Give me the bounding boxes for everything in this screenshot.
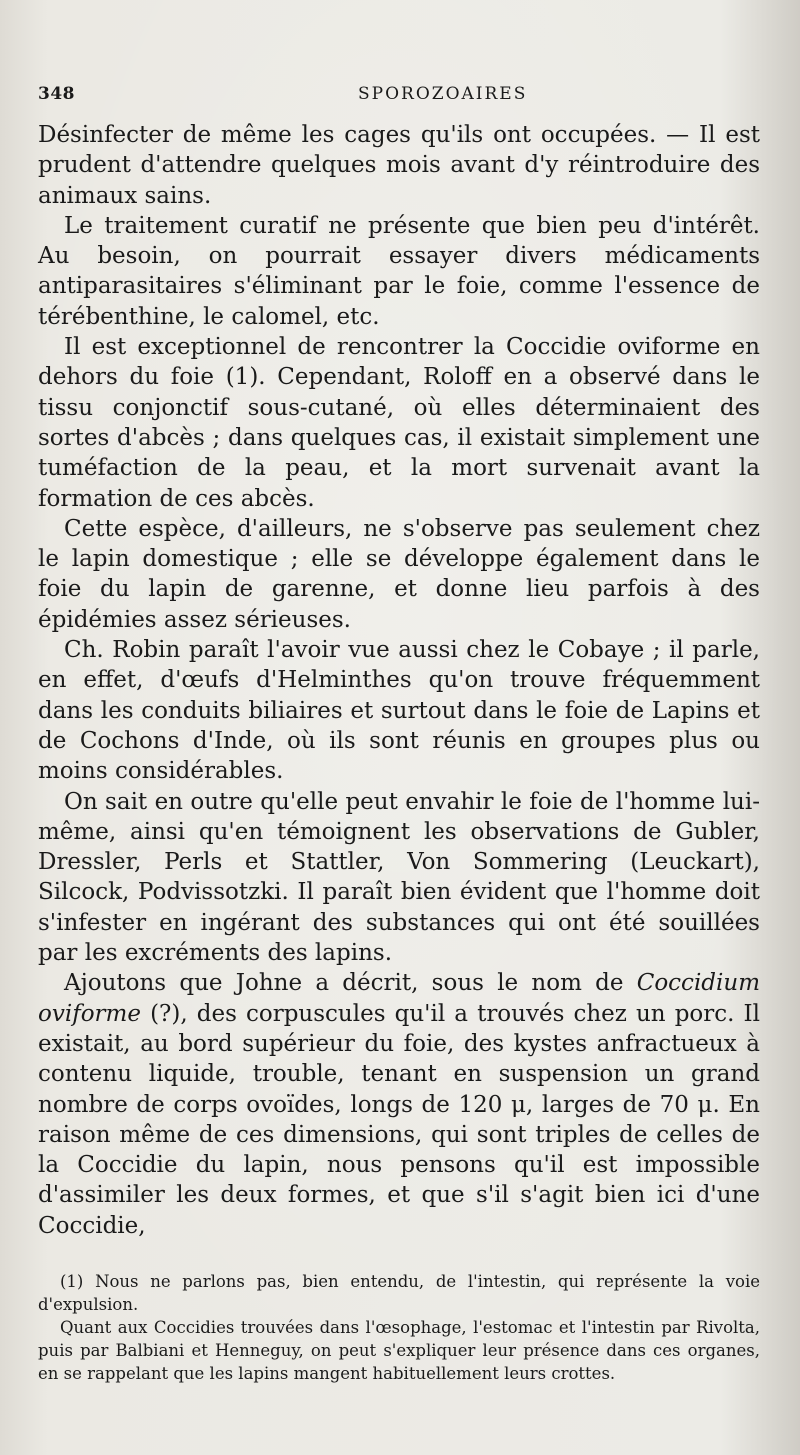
footnote: (1) Nous ne parlons pas, bien entendu, de l'intestin, qui représente la voie d'expulsion. [38, 1272, 760, 1314]
footnote: Quant aux Coccidies trouvées dans l'œsophage, l'estomac et l'intestin par Rivolta, puis par Balbiani et Henneguy, on peut s'expliquer leur présence dans ces organes, en se rappelant que les lapins mangent habituellement leurs crottes. [38, 1318, 760, 1383]
paragraph-text: (?), des corpuscules qu'il a trouvés chez un porc. Il existait, au bord supérieur du foie, des kystes anfractueux à contenu liquide, trouble, tenant en suspension un grand nombre de corps ovoïdes, longs de 120 μ, larges de 70 μ. En raison même de ces dimensions, qui sont triples de celles de la Coccidie du lapin, nous pensons qu'il est impossible d'assimiler les deux formes, et que s'il s'agit bien ici d'une Coccidie, [38, 1000, 760, 1239]
running-title: SPOROZOAIRES [358, 84, 528, 104]
footnotes [38, 1270, 760, 1385]
paragraph-text: Ajoutons que Johne a décrit, sous le nom de [64, 970, 637, 997]
species-name: Coccidium oviforme [38, 970, 760, 1027]
page-header [38, 84, 758, 108]
paragraph: Ch. Robin paraît l'avoir vue aussi chez le Cobaye ; il parle, en effet, d'œufs d'Helminthes qu'on trouve fréquemment dans les conduits biliaires et surtout dans le foie de Lapins et de Cochons d'Inde, où ils sont réunis en groupes plus ou moins considérables. [38, 637, 760, 785]
page-number: 348 [38, 84, 75, 104]
body-text [38, 120, 760, 1241]
paragraph-last [38, 968, 760, 1241]
paragraph: Cette espèce, d'ailleurs, ne s'observe pas seulement chez le lapin domestique ; elle se développe également dans le foie du lapin de garenne, et donne lieu parfois à des épidémies assez sérieuses. [38, 515, 760, 633]
paragraph: Le traitement curatif ne présente que bien peu d'intérêt. Au besoin, on pourrait essayer divers médicaments antiparasitaires s'éliminant par le foie, comme l'essence de térébenthine, le calomel, etc. [38, 212, 760, 330]
paragraph: Désinfecter de même les cages qu'ils ont occupées. — Il est prudent d'attendre quelques mois avant d'y réintroduire des animaux sains. [38, 122, 760, 209]
paragraph: On sait en outre qu'elle peut envahir le foie de l'homme lui-même, ainsi qu'en témoignent les observations de Gubler, Dressler, Perls et Stattler, Von Sommering (Leuckart), Silcock, Podvissotzki. Il paraît bien évident que l'homme doit s'infester en ingérant des substances qui ont été souillées par les excréments des lapins. [38, 788, 760, 967]
paragraph: Il est exceptionnel de rencontrer la Coccidie oviforme en dehors du foie (1). Cependant, Roloff en a observé dans le tissu conjonctif sous-cutané, où elles déterminaient des sortes d'abcès ; dans quelques cas, il existait simplement une tuméfaction de la peau, et la mort survenait avant la formation de ces abcès. [38, 334, 760, 512]
